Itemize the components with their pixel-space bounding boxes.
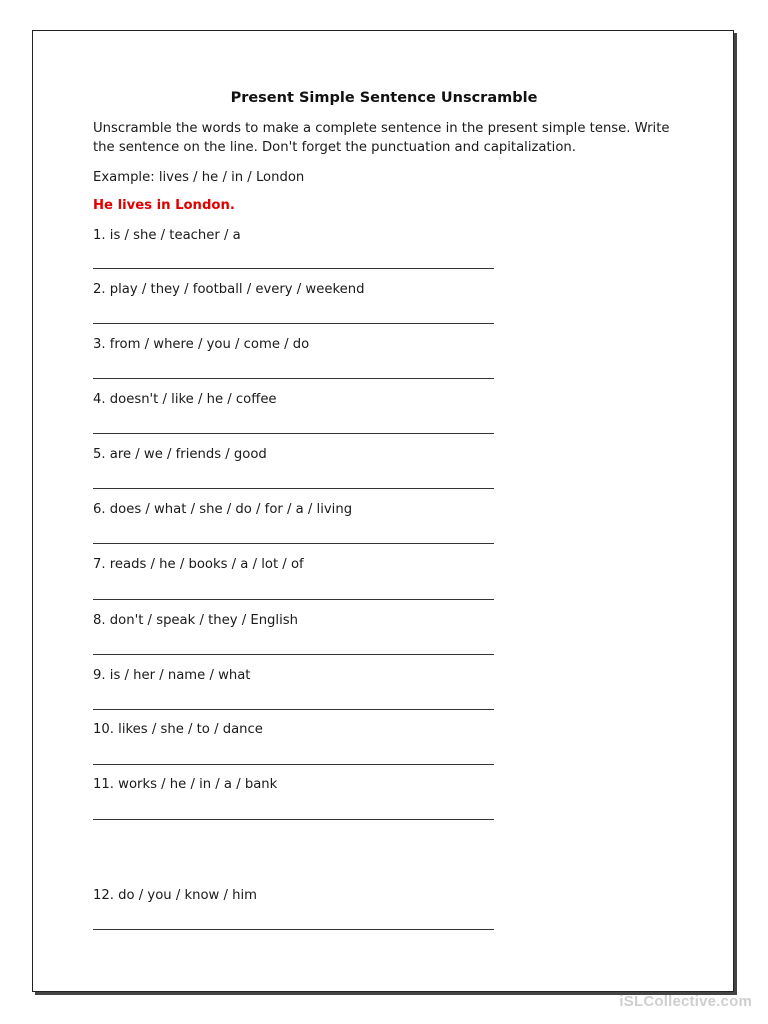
- question-4: 4. doesn't / like / he / coffee: [93, 392, 277, 407]
- answer-line-12[interactable]: [93, 929, 494, 930]
- answer-line-11[interactable]: [93, 819, 494, 820]
- example-answer: He lives in London.: [93, 198, 235, 213]
- question-9: 9. is / her / name / what: [93, 668, 251, 683]
- answer-line-1[interactable]: [93, 268, 494, 269]
- question-10: 10. likes / she / to / dance: [93, 722, 263, 737]
- answer-line-4[interactable]: [93, 433, 494, 434]
- watermark-logo: iSLCollective.com: [619, 993, 752, 1010]
- answer-line-10[interactable]: [93, 764, 494, 765]
- answer-line-2[interactable]: [93, 323, 494, 324]
- question-6: 6. does / what / she / do / for / a / living: [93, 502, 353, 517]
- answer-line-9[interactable]: [93, 709, 494, 710]
- instructions-text: Unscramble the words to make a complete sentence in the present simple tense. Write the sentence on the line. Don't forget the punctuation and capitalization.: [93, 121, 670, 155]
- answer-line-6[interactable]: [93, 543, 494, 544]
- question-1: 1. is / she / teacher / a: [93, 228, 241, 243]
- answer-line-5[interactable]: [93, 488, 494, 489]
- question-5: 5. are / we / friends / good: [93, 447, 267, 462]
- question-11: 11. works / he / in / a / bank: [93, 777, 278, 792]
- question-7: 7. reads / he / books / a / lot / of: [93, 557, 304, 572]
- example-prompt: Example: lives / he / in / London: [93, 170, 305, 185]
- question-12: 12. do / you / know / him: [93, 888, 258, 903]
- answer-line-7[interactable]: [93, 599, 494, 600]
- question-8: 8. don't / speak / they / English: [93, 613, 298, 628]
- question-2: 2. play / they / football / every / weekend: [93, 282, 365, 297]
- worksheet-title: Present Simple Sentence Unscramble: [230, 90, 538, 106]
- answer-line-3[interactable]: [93, 378, 494, 379]
- answer-line-8[interactable]: [93, 654, 494, 655]
- question-3: 3. from / where / you / come / do: [93, 337, 310, 352]
